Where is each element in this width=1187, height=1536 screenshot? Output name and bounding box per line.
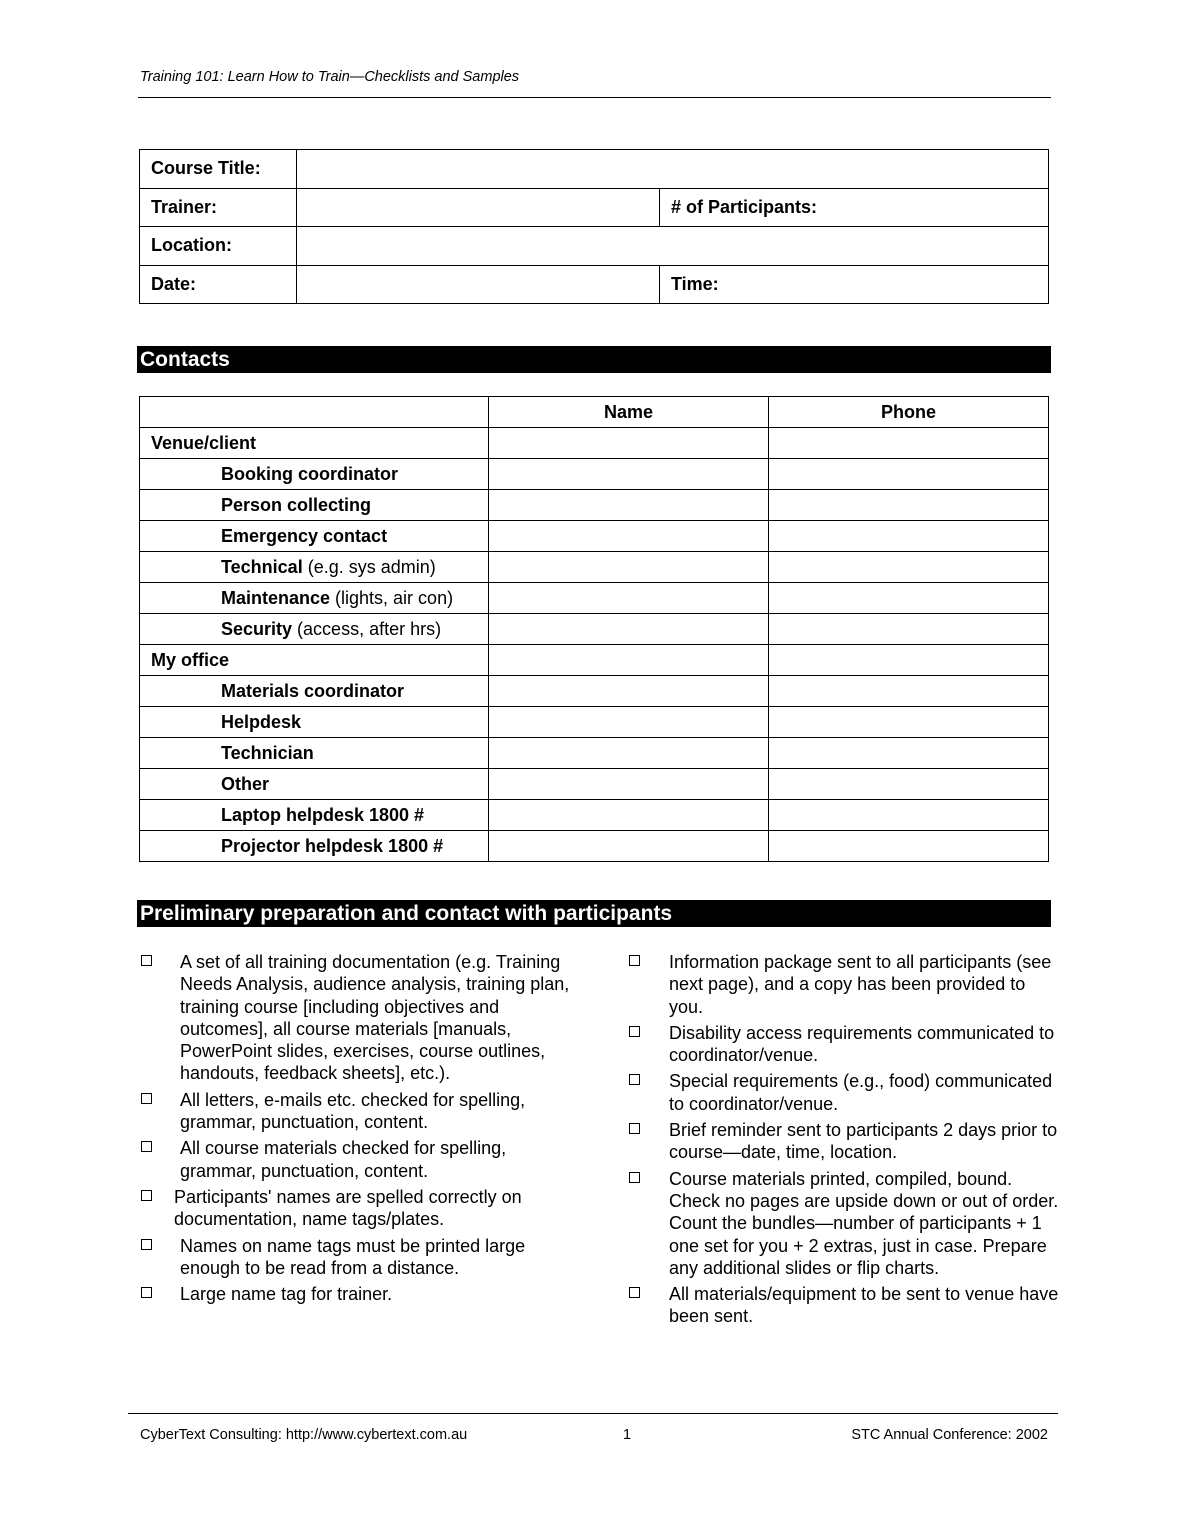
list-item	[141, 1186, 581, 1231]
contact-role-label	[140, 490, 489, 521]
list-item	[141, 1137, 581, 1182]
contacts-col-name: Name	[489, 397, 769, 428]
contact-role: Technical	[221, 556, 303, 577]
contact-role-label	[140, 831, 489, 862]
checkbox[interactable]	[629, 955, 640, 966]
trainer-row	[140, 188, 1049, 227]
contact-phone-cell[interactable]	[769, 490, 1049, 521]
preparation-checklist-right	[629, 951, 1059, 1332]
checklist-item-text: Course materials printed, compiled, bound. Check no pages are upside down or out of order. Count the bundles—number of participants + 1 one set for you + 2 extras, just in case. Prepare any additional slides or flip charts.	[669, 1168, 1059, 1278]
list-item	[629, 1070, 1059, 1115]
contact-role: Projector helpdesk 1800 #	[221, 835, 444, 856]
location-field[interactable]	[297, 227, 1049, 266]
contact-name-cell[interactable]	[489, 428, 769, 459]
contact-name-cell[interactable]	[489, 645, 769, 676]
contact-phone-cell[interactable]	[769, 738, 1049, 769]
contact-role: Other	[221, 773, 270, 794]
location-row	[140, 227, 1049, 266]
footer-page-number: 1	[623, 1427, 632, 1443]
contacts-col-blank	[140, 397, 489, 428]
contact-phone-cell[interactable]	[769, 614, 1049, 645]
contacts-body	[140, 428, 1049, 862]
contact-phone-cell[interactable]	[769, 459, 1049, 490]
contact-phone-cell[interactable]	[769, 552, 1049, 583]
contact-name-cell[interactable]	[489, 738, 769, 769]
contact-role: Booking coordinator	[221, 463, 398, 484]
checklist-item-text: Special requirements (e.g., food) communicated to coordinator/venue.	[669, 1071, 1053, 1114]
contacts-table	[139, 396, 1049, 862]
footer-left: CyberText Consulting: http://www.cybertext.com.au	[140, 1427, 468, 1443]
checkbox[interactable]	[629, 1172, 640, 1183]
contact-name-cell[interactable]	[489, 521, 769, 552]
participants-label[interactable]: # of Participants:	[660, 188, 1049, 227]
checklist-item-text: Brief reminder sent to participants 2 days prior to course—date, time, location.	[669, 1120, 1058, 1163]
footer-rule	[128, 1413, 1058, 1414]
list-item	[141, 1235, 581, 1280]
table-row	[140, 738, 1049, 769]
contact-name-cell[interactable]	[489, 676, 769, 707]
date-label: Date:	[140, 265, 297, 304]
contact-name-cell[interactable]	[489, 769, 769, 800]
contact-role: Helpdesk	[221, 711, 302, 732]
course-info-table	[139, 149, 1049, 304]
contact-name-cell[interactable]	[489, 800, 769, 831]
contact-name-cell[interactable]	[489, 707, 769, 738]
list-item	[629, 1119, 1059, 1164]
contact-name-cell[interactable]	[489, 614, 769, 645]
preparation-checklist-left	[141, 951, 581, 1309]
table-row	[140, 769, 1049, 800]
contact-phone-cell[interactable]	[769, 645, 1049, 676]
checkbox[interactable]	[141, 955, 152, 966]
checklist-item-text: All course materials checked for spelling, grammar, punctuation, content.	[180, 1138, 507, 1181]
contacts-col-phone: Phone	[769, 397, 1049, 428]
contact-role-label	[140, 676, 489, 707]
time-label[interactable]: Time:	[660, 265, 1049, 304]
contact-role-label	[140, 800, 489, 831]
checkbox[interactable]	[629, 1074, 640, 1085]
course-title-label: Course Title:	[140, 150, 297, 189]
contact-role-note: (lights, air con)	[330, 587, 454, 608]
list-item	[629, 1022, 1059, 1067]
trainer-field[interactable]	[297, 188, 660, 227]
contact-role: Venue/client	[151, 432, 257, 453]
table-row	[140, 459, 1049, 490]
contact-phone-cell[interactable]	[769, 428, 1049, 459]
list-item	[141, 951, 581, 1085]
contact-role-label	[140, 707, 489, 738]
table-row	[140, 490, 1049, 521]
checkbox[interactable]	[629, 1287, 640, 1298]
contact-role: Security	[221, 618, 293, 639]
table-row	[140, 800, 1049, 831]
checklist-item-text: Names on name tags must be printed large enough to be read from a distance.	[180, 1235, 526, 1278]
contact-role: Laptop helpdesk 1800 #	[221, 804, 425, 825]
contact-role-label	[140, 738, 489, 769]
contact-role-label	[140, 459, 489, 490]
checklist-item-text: Participants' names are spelled correctly on documentation, name tags/plates.	[174, 1186, 522, 1230]
contact-role-label	[140, 552, 489, 583]
contact-phone-cell[interactable]	[769, 521, 1049, 552]
table-row	[140, 645, 1049, 676]
checkbox[interactable]	[141, 1287, 152, 1298]
preparation-heading: Preliminary preparation and contact with participants	[137, 900, 1051, 927]
contact-role-label	[140, 428, 489, 459]
checkbox[interactable]	[141, 1093, 152, 1104]
footer-right: STC Annual Conference: 2002	[851, 1427, 1048, 1443]
contact-role-label	[140, 645, 489, 676]
contact-role: My office	[151, 649, 230, 670]
header-rule	[138, 97, 1051, 98]
table-row	[140, 831, 1049, 862]
list-item	[629, 1283, 1059, 1328]
course-title-row	[140, 150, 1049, 189]
contact-role-label	[140, 769, 489, 800]
contact-role: Emergency contact	[221, 525, 388, 546]
checkbox[interactable]	[141, 1190, 152, 1201]
contact-phone-cell[interactable]	[769, 676, 1049, 707]
contact-role-note: (access, after hrs)	[292, 618, 442, 639]
checklist-item-text: All letters, e-mails etc. checked for spelling, grammar, punctuation, content.	[180, 1089, 526, 1133]
date-field[interactable]	[297, 265, 660, 304]
contact-role-label	[140, 614, 489, 645]
contact-phone-cell[interactable]	[769, 769, 1049, 800]
checkbox[interactable]	[141, 1141, 152, 1152]
checkbox[interactable]	[629, 1026, 640, 1037]
checklist-item-text: Large name tag for trainer.	[180, 1284, 393, 1305]
location-label: Location:	[140, 227, 297, 266]
table-row	[140, 676, 1049, 707]
course-title-field[interactable]	[297, 150, 1049, 189]
table-row	[140, 707, 1049, 738]
trainer-label: Trainer:	[140, 188, 297, 227]
contacts-heading: Contacts	[137, 346, 1051, 373]
checkbox[interactable]	[629, 1123, 640, 1134]
contact-name-cell[interactable]	[489, 552, 769, 583]
contacts-header-row	[140, 397, 1049, 428]
contact-role-label	[140, 521, 489, 552]
contact-role: Person collecting	[221, 494, 372, 515]
table-row	[140, 521, 1049, 552]
running-header: Training 101: Learn How to Train—Checklists and Samples	[140, 69, 520, 85]
contact-role-label	[140, 583, 489, 614]
checklist-item-text: All materials/equipment to be sent to venue have been sent.	[669, 1284, 1059, 1327]
contact-name-cell[interactable]	[489, 490, 769, 521]
contact-role: Technician	[221, 742, 314, 763]
contact-name-cell[interactable]	[489, 459, 769, 490]
contact-name-cell[interactable]	[489, 831, 769, 862]
list-item	[141, 1283, 581, 1305]
checkbox[interactable]	[141, 1239, 152, 1250]
contact-role-note: (e.g. sys admin)	[302, 556, 436, 577]
contact-phone-cell[interactable]	[769, 831, 1049, 862]
contact-role: Maintenance	[221, 587, 331, 608]
contact-phone-cell[interactable]	[769, 583, 1049, 614]
checklist-item-text: A set of all training documentation (e.g. Training Needs Analysis, audience analysis, training plan, training course [including objectives and outcomes], all course materials [manuals, PowerPoint slides, exercises, course outlines, handouts, feedback sheets], etc.).	[180, 952, 570, 1084]
checklist-item-text: Information package sent to all participants (see next page), and a copy has been provided to you.	[669, 952, 1052, 1017]
table-row	[140, 614, 1049, 645]
contact-phone-cell[interactable]	[769, 800, 1049, 831]
contact-name-cell[interactable]	[489, 583, 769, 614]
list-item	[629, 1168, 1059, 1279]
list-item	[629, 951, 1059, 1018]
table-row	[140, 552, 1049, 583]
table-row	[140, 428, 1049, 459]
table-row	[140, 583, 1049, 614]
checklist-item-text: Disability access requirements communicated to coordinator/venue.	[669, 1022, 1055, 1066]
list-item	[141, 1089, 581, 1134]
contact-phone-cell[interactable]	[769, 707, 1049, 738]
contact-role: Materials coordinator	[221, 680, 405, 701]
date-row	[140, 265, 1049, 304]
